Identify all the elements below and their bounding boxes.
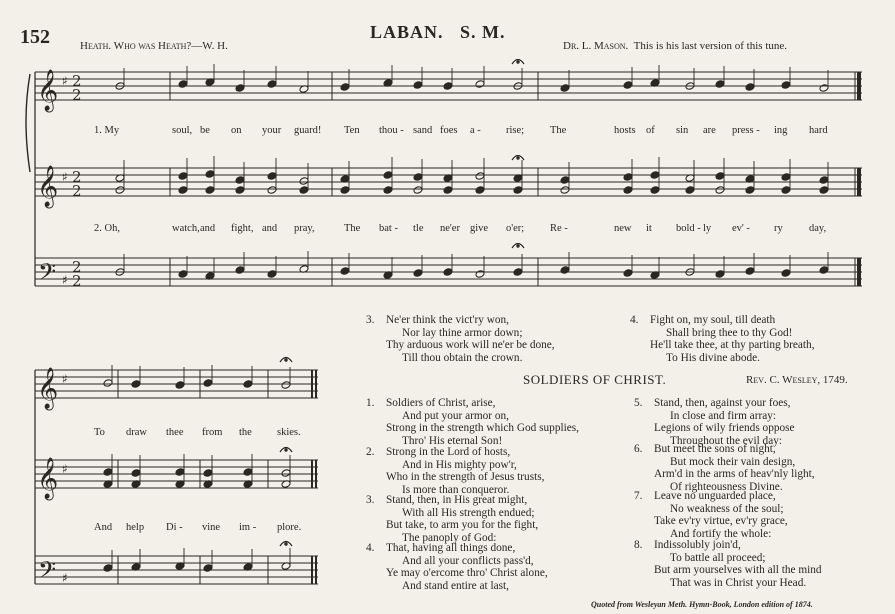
verse-line: And all your conflicts pass'd,	[402, 554, 534, 567]
verse-number: 2.	[366, 446, 375, 458]
verse-number: 7.	[634, 490, 643, 502]
verse-line: Legions of wily friends oppose	[654, 422, 795, 435]
note-head	[413, 269, 423, 278]
lyric-syllable: pray,	[294, 223, 315, 234]
note-head	[281, 381, 291, 390]
source-note: Quoted from Wesleyan Meth. Hymn-Book, London edition of 1874.	[591, 600, 813, 609]
verse-line: Throughout the evil day:	[670, 434, 783, 447]
lyric-syllable: guard!	[294, 125, 322, 136]
fermata-dot	[517, 157, 519, 159]
verse-number: 4.	[630, 314, 639, 326]
note-head	[178, 172, 188, 181]
hymn-verse-5	[634, 397, 795, 447]
note-head	[443, 268, 453, 277]
note-head	[178, 186, 188, 195]
note-head	[745, 83, 755, 92]
note-head	[475, 172, 485, 181]
verse-line: With all His strength endued;	[402, 506, 535, 519]
verse-line: But arm yourselves with all the mind	[654, 564, 822, 577]
verse-line: He'll take thee, at thy parting breath,	[650, 339, 815, 352]
verse-line: Shall bring thee to thy God!	[666, 326, 793, 339]
page-number: 152	[20, 26, 50, 48]
time-sig: 2	[72, 168, 82, 186]
lyric-syllable: The	[550, 125, 567, 136]
note-head	[819, 266, 829, 275]
laban-verse-4	[630, 314, 815, 364]
lyric-syllable: ev' -	[732, 223, 750, 234]
verse-line: That was in Christ your Head.	[670, 576, 807, 589]
time-sig: 2	[72, 86, 82, 104]
note-head	[745, 267, 755, 276]
note-head	[235, 84, 245, 93]
lyric-syllable: on	[231, 125, 242, 136]
lyric-syllable: ly	[703, 223, 712, 234]
hymn-author: Rev. C. Wesley, 1749.	[746, 374, 848, 386]
composer-name: Dr. L. Mason.	[563, 40, 629, 52]
note-head	[685, 186, 695, 195]
staff-system2-3	[35, 556, 318, 584]
lyric-syllable: plore.	[277, 522, 302, 533]
note-head	[131, 469, 141, 478]
verse-number: 6.	[634, 443, 643, 455]
lyric-syllable: new	[614, 223, 632, 234]
note-head	[205, 186, 215, 195]
note-head	[715, 80, 725, 89]
sharp-icon: ♯	[62, 170, 68, 184]
verse-line: To battle all proceed;	[670, 551, 766, 564]
lyric-syllable: vine	[202, 522, 221, 533]
time-sig: 2	[72, 182, 82, 200]
verse-line: Take ev'ry virtue, ev'ry grace,	[654, 515, 788, 528]
lyric-syllable: Ten	[344, 125, 360, 136]
verse-line: In close and firm array:	[670, 409, 777, 422]
note-head	[560, 266, 570, 275]
note-head	[299, 177, 309, 186]
note-head	[715, 172, 725, 181]
laban-verse-3	[366, 314, 555, 364]
note-head	[103, 379, 113, 388]
note-head	[203, 469, 213, 478]
note-head	[131, 380, 141, 389]
note-head	[175, 468, 185, 477]
note-head	[781, 173, 791, 182]
verse-line: No weakness of the soul;	[670, 502, 784, 515]
note-head	[267, 270, 277, 279]
sharp-icon: ♯	[62, 273, 68, 287]
verse-line: But take, to arm you for the fight,	[386, 519, 539, 532]
fermata-dot	[285, 543, 287, 545]
lyric-syllable: a -	[470, 125, 481, 136]
note-head	[235, 266, 245, 275]
note-head	[235, 176, 245, 185]
note-head	[413, 81, 423, 90]
time-sig: 2	[72, 72, 82, 90]
note-head	[243, 380, 253, 389]
verse-line: Strong in the Lord of hosts,	[386, 446, 511, 458]
lyric-syllable: And	[94, 522, 113, 533]
note-head	[383, 171, 393, 180]
note-head	[340, 267, 350, 276]
lyric-syllable: thou -	[379, 125, 404, 136]
note-head	[560, 186, 570, 195]
note-head	[413, 186, 423, 195]
note-head	[623, 186, 633, 195]
note-head	[745, 186, 755, 195]
note-head	[781, 269, 791, 278]
note-head	[203, 564, 213, 573]
fermata-dot	[285, 449, 287, 451]
bass-clef-icon: 𝄢	[38, 556, 57, 589]
verse-number: 3.	[366, 314, 375, 326]
verse-line: And stand entire at last,	[402, 579, 509, 592]
note-head	[235, 186, 245, 195]
note-head	[819, 176, 829, 185]
verse-number: 8.	[634, 539, 643, 551]
note-head	[103, 468, 113, 477]
lyric-syllable: it	[646, 223, 652, 234]
note-head	[781, 186, 791, 195]
lyric-syllable: Re -	[550, 223, 568, 234]
note-head	[819, 84, 829, 93]
note-head	[178, 80, 188, 89]
note-head	[299, 186, 309, 195]
lyric-syllable: ry	[774, 223, 783, 234]
lyric-syllable: sand	[413, 125, 433, 136]
note-head	[267, 80, 277, 89]
lyric-syllable: fight,	[231, 223, 254, 234]
note-head	[560, 84, 570, 93]
lyric-syllable: day,	[809, 223, 827, 234]
lyric-syllable: of	[646, 125, 655, 136]
time-sig: 2	[72, 258, 82, 276]
verse-line: Stand, then, in His great might,	[386, 494, 528, 506]
lyric-syllable: give	[470, 223, 489, 234]
treble-clef-icon: 𝄞	[37, 70, 59, 111]
hymn-verse-2	[366, 446, 544, 496]
verse-line: Ne'er think the vict'ry won,	[386, 314, 509, 326]
lyric-syllable: tle	[413, 223, 424, 234]
note-head	[340, 83, 350, 92]
note-head	[715, 270, 725, 279]
lyric-syllable: foes	[440, 125, 458, 136]
lyric-syllable: help	[126, 522, 145, 533]
lyric-syllable: bold -	[676, 223, 701, 234]
note-head	[781, 81, 791, 90]
verse-number: 1.	[366, 397, 375, 409]
sharp-icon: ♯	[62, 462, 68, 476]
note-head	[475, 186, 485, 195]
hymn-title: SOLDIERS OF CHRIST.	[523, 372, 667, 387]
lyric-syllable: watch,	[172, 223, 200, 234]
lyric-syllable: draw	[126, 427, 147, 438]
composer-note: This is his last version of this tune.	[633, 40, 788, 52]
hymn-verse-1	[366, 397, 579, 447]
bass-clef-icon: 𝄢	[38, 258, 57, 291]
sharp-icon: ♯	[62, 571, 68, 585]
note-head	[513, 268, 523, 277]
lyric-syllable: rise;	[506, 125, 525, 136]
verse-line: Ye may o'ercome thro' Christ alone,	[386, 567, 548, 580]
note-head	[267, 186, 277, 195]
note-head	[443, 82, 453, 91]
note-head	[267, 172, 277, 181]
lyric-syllable: To	[94, 427, 105, 438]
verse-line: Soldiers of Christ, arise,	[386, 397, 496, 409]
lyric-syllable: your	[262, 125, 282, 136]
verse-number: 5.	[634, 397, 643, 409]
note-head	[413, 173, 423, 182]
verse-line: To His divine abode.	[666, 351, 760, 364]
lyric-syllable: 2. Oh,	[94, 223, 120, 234]
note-head	[819, 186, 829, 195]
note-head	[650, 171, 660, 180]
note-head	[513, 186, 523, 195]
note-head	[475, 270, 485, 279]
verse-line: Indissolubly join'd,	[654, 539, 741, 551]
verse-line: But meet the sons of night,	[654, 443, 776, 455]
note-head	[243, 468, 253, 477]
tune-meter: S. M.	[460, 22, 506, 42]
lyric-syllable: press -	[732, 125, 760, 136]
note-head	[623, 81, 633, 90]
lyric-syllable: o'er;	[506, 223, 525, 234]
lyric-syllable: and	[262, 223, 278, 234]
lyric-syllable: from	[202, 427, 223, 438]
note-head	[178, 270, 188, 279]
note-head	[560, 176, 570, 185]
note-head	[475, 80, 485, 89]
sharp-icon: ♯	[62, 372, 68, 386]
verse-number: 3.	[366, 494, 375, 506]
verse-number: 4.	[366, 542, 375, 554]
verse-line: And in His mighty pow'r,	[402, 458, 517, 471]
fermata-dot	[517, 61, 519, 63]
treble-clef-icon: 𝄞	[37, 368, 59, 409]
hymn-verse-7	[634, 490, 788, 540]
fermata-dot	[517, 245, 519, 247]
lyric-syllable: ing	[774, 125, 788, 136]
lyric-syllable: the	[239, 427, 252, 438]
fermata-dot	[285, 359, 287, 361]
lyric-syllable: hard	[809, 125, 828, 136]
hymn-verse-8	[634, 539, 822, 589]
lyric-syllable: thee	[166, 427, 184, 438]
tune-name: LABAN.	[370, 22, 444, 42]
verse-line: Arm'd in the arms of heav'nly light,	[654, 468, 815, 481]
note-head	[443, 186, 453, 195]
verse-line: Of righteousness Divine.	[670, 480, 783, 493]
lyric-syllable: im -	[239, 522, 257, 533]
note-head	[623, 173, 633, 182]
lyric-syllable: are	[703, 125, 716, 136]
sharp-icon: ♯	[62, 74, 68, 88]
treble-clef-icon: 𝄞	[37, 458, 59, 499]
note-head	[650, 186, 660, 195]
lyric-syllable: The	[344, 223, 361, 234]
note-head	[340, 186, 350, 195]
note-head	[715, 186, 725, 195]
note-head	[281, 469, 291, 478]
lyric-syllable: skies.	[277, 427, 301, 438]
verse-line: Leave no unguarded place,	[654, 490, 776, 502]
lyric-syllable: bat -	[379, 223, 398, 234]
tune-left-note: Heath. Who was Heath?—W. H.	[80, 40, 228, 52]
treble-clef-icon: 𝄞	[37, 166, 59, 207]
lyric-syllable: soul,	[172, 125, 193, 136]
verse-line: Thy arduous work will ne'er be done,	[386, 339, 555, 352]
note-head	[103, 564, 113, 573]
verse-line: Strong in the strength which God supplies,	[386, 422, 579, 435]
verse-line: The panoply of God:	[402, 531, 497, 544]
note-head	[383, 186, 393, 195]
lyric-syllable: Di -	[166, 522, 183, 533]
note-head	[203, 379, 213, 388]
verse-line: Till thou obtain the crown.	[402, 351, 523, 364]
lyric-syllable: 1. My	[94, 125, 120, 136]
verse-line: Is more than conqueror.	[402, 483, 510, 496]
brace	[26, 74, 30, 172]
lyric-syllable: be	[200, 125, 210, 136]
note-head	[175, 381, 185, 390]
lyric-syllable: ne'er	[440, 223, 460, 234]
lyric-syllable: sin	[676, 125, 689, 136]
hymn-verse-4	[366, 542, 548, 592]
lyric-syllable: and	[200, 223, 216, 234]
hymn-verse-3	[366, 494, 538, 544]
verse-line: Fight on, my soul, till death	[650, 314, 776, 326]
note-head	[623, 269, 633, 278]
verse-line: Nor lay thine armor down;	[402, 326, 523, 339]
note-head	[115, 186, 125, 195]
verse-line: Stand, then, against your foes,	[654, 397, 791, 409]
lyric-syllable: hosts	[614, 125, 636, 136]
verse-line: Thro' His eternal Son!	[402, 434, 503, 447]
verse-line: But mock their vain design,	[670, 455, 796, 468]
time-sig: 2	[72, 272, 82, 290]
hymn-verse-6	[634, 443, 815, 493]
verse-line: And fortify the whole:	[670, 527, 772, 540]
note-head	[205, 170, 215, 179]
verse-line: That, having all things done,	[386, 542, 516, 554]
verse-line: And put your armor on,	[402, 409, 509, 422]
verse-line: Who in the strength of Jesus trusts,	[386, 471, 545, 484]
